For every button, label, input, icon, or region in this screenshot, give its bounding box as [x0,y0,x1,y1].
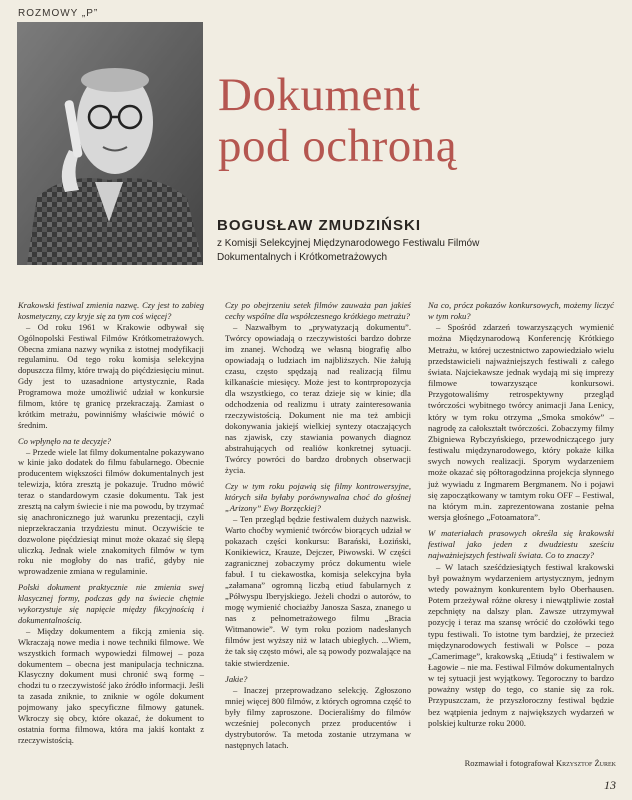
question: Czy w tym roku pojawią się filmy kontrowersyjne, których siła byłaby porównywalna choć do głośnej „Arizony” Ewy Borzęckiej? [225,481,411,514]
article-title [218,70,618,172]
title-line-1: Dokument [218,69,421,121]
question: Czy po obejrzeniu setek filmów zauważa pan jakieś cechy wspólne dla współczesnego krótkiego metrażu? [225,300,411,322]
signature-name: Krzysztof Żurek [555,758,616,768]
column-2 [225,300,411,751]
section-label: ROZMOWY „P” [18,8,99,19]
author-photo [17,22,203,265]
answer: – Przede wiele lat filmy dokumentalne pokazywano w kinie jako dodatek do filmu fabularnego. Obecnie producentem większości filmów dokumentalnych jest telewizja, która zresztą je pokazuje. Trudno mówić teraz o standardowym czasie dokumentu. Tak jest zresztą na całym świecie i nie ma powodu, by trzymać się anachronicznego już warunku prezentacji, czyli nieprzekraczania trzydziestu minut. Oczywiście te dozwolone pięćdziesiąt minut może okazać się ślepą uliczką. Jednak wiele znakomitych filmów w tym roku nie mogłoby do nas trafić, gdyby nie wprowadzenie zmiana w regulaminie. [18,446,204,577]
title-line-2: pod ochroną [218,120,458,172]
author-affiliation [217,237,587,264]
author-name: BOGUSŁAW ZMUDZIŃSKI [217,217,421,234]
answer: – W latach sześćdziesiątych festiwal krakowski był poważnym wydarzeniem artystycznym, jednym wtedy poważnym konkurentem było Oberhausen. Potem przeżywał różne okresy i niewątpliwie został zepchnięty na dalszy plan. Zawsze utrzymywał pozycję i teraz ma szansę wrócić do czołówki tego typu festiwali. To istotne tym bardziej, że przecież międzynarodowych festiwali w Polsce – poza „Camerimage”, krakowską „Etiudą” i festiwalem w Łagowie – nie ma. Festiwal Filmów dokumentalnych w tej sytuacji jest wyjątkowy. Tegoroczny to bardzo poważny wstęp do tego, co stanie się za rok. Przypuszczam, że przyszłoroczny festiwal będzie bez wątpienia jednym z największych wydarzeń w polskiej kulturze roku 2000. [428,561,614,728]
column-1 [18,300,204,746]
author-photo-image [17,22,203,265]
question: Na co, prócz pokazów konkursowych, możemy liczyć w tym roku? [428,300,614,322]
signature-prefix: Rozmawiał i fotografował [464,758,554,768]
answer: – Między dokumentem a fikcją zmienia się. Wkraczają nowe media i nowe techniki filmowe. We wszystkich formach wypowiedzi filmowej – poza dokumentem – obecna jest manipulacja techniczna. Klasyczny dokument musi chronić swą formę – chodzi tu o rzeczywistość jako źródło informacji. Jeśli ta zasada zniknie, to zniknie w ogóle dokument pojmowany jako specyficzne filmowy gatunek. Wkroczy się obcy, które okazać, że dokument to ostatnia forma filmowa, która ma jakiś kontakt z rzeczywistością. [18,625,204,745]
question: Jakie? [225,673,248,684]
question: Krakowski festiwal zmienia nazwę. Czy jest to zabieg kosmetyczny, czy kryje się za tym coś więcej? [18,300,204,321]
answer: – Spośród zdarzeń towarzyszących wymienić można Międzynarodową Konferencję Krótkiego Metrażu, w której uczestnictwo zapowiedziało wielu przedstawicieli najważniejszych festiwali z całego świata. Najciekawsze jednak wydają mi się imprezy filmowe towarzyszące konkursowi. Przygotowaliśmy retrospektywny przegląd twórczości wybitnego twórcy animacji Jana Lenicy, który w tym roku otrzyma „Smoka smoków” – nagrodę za całokształt twórczości. Zobaczymy filmy Zbigniewa Rybczyńskiego, przewodniczącego jury festiwalu międzynarodowego, który pokaże kilka swych nowych realizacji. Sporym wydarzeniem może okazać się półtoragodzinna projekcja słynnego już wywiadu z Ingmarem Bergmanem. No i pojawi się zapoczątkowany w tamtym roku OFF – Festiwal, na którym m.in. zaprezentowana zostanie pełna wersja głośnego „Fotoamatora”. [428,322,614,522]
affiliation-line-1: z Komisji Selekcyjnej Międzynarodowego Festiwalu Filmów [217,238,480,249]
affiliation-line-2: Dokumentalnych i Krótkometrażowych [217,251,388,263]
question: Polski dokument praktycznie nie zmienia swej klasycznej formy, podczas gdy na świecie chętnie wykorzystuje się napięcie między fikcyjnością i dokumentalnością. [18,582,204,625]
question: W materiałach prasowych określa się krakowski festiwal jako jeden z dwudziestu sześciu najważniejszych festiwali świata. Co to znaczy? [428,528,614,561]
question: Co wpłynęło na te decyzje? [18,435,112,446]
answer: – Nazwałbym to „prywatyzacją dokumentu”. Twórcy opowiadają o rzeczywistości bardzo dobrze im znanej. Wchodzą we własną biografię albo opowiadają o ludziach im najbliższych. Nie żałują czasu, często spędzają nad realizacją filmu kilkanaście miesięcy. Może jest to kontrpropozycja dla wszystkiego, co teraz dzieje się w kinie; dla odchodzenia od realizmu i utraty zainteresowania rzeczywistością. Dokument nie ma też ambicji dokonywania jakiejś wielkiej syntezy otaczających nas zjawisk, czy stawiania powanych diagnoz abstrahujących od realiów konkretnej sytuacji. Twórcy powróci do bardzo drobnych obserwacji życia. [225,322,411,476]
column-3 [428,300,614,729]
answer: – Ten przegląd będzie festiwalem dużych nazwisk. Warto choćby wymienić twórców biorących udział w pokazach części konkursu: Barański, Łoziński, Konikiewicz, Krauze, Dejczer, Piwowski. W części zagranicznej zobaczymy prócz dokumentu wiele fabuł. I tu ciekawostka, komisja selekcyjna była „załamana” ogromną liczbą etiud fabularnych z „Półwyspu Iberyjskiego. Jeżeli chodzi o autorów, to mogę wymienić chociażby Janosza Sasza, znanego u nas z pełnometrażowego filmu „Bracia Witmanowie”. W tym roku poziom nadesłanych filmów jest wyższy niż w latach ubiegłych. ...Wiem, że tak się często mówi, ale są powody pozwalające na takie stwierdzenie. [225,514,411,668]
page-number: 13 [604,778,616,792]
answer: – Od roku 1961 w Krakowie odbywał się Ogólnopolski Festiwal Filmów Krótkometrażowych. Obecna zmiana nazwy wynika z istotnej modyfikacji regulaminu. Od tego roku komisja selekcyjna dopuszcza filmy, które trwają do pięćdziesięciu minut. Gdy jest to uzasadnione artystycznie, Rada Programowa może umożliwić udział w konkursie filmom, które tę granicę przekraczają. Zamiast o krótkim metrażu, powinniśmy właściwie mówić o średnim. [18,321,204,430]
answer: – Inaczej przeprowadzano selekcję. Zgłoszono mniej więcej 800 filmów, z których ogromna część to były filmy zaproszone. Docieraliśmy do filmów wcześniej poleconych przez producentów i dystrybutorów. Ta metoda zostanie utrzymana w następnych latach. [225,684,411,750]
signature [428,758,616,768]
